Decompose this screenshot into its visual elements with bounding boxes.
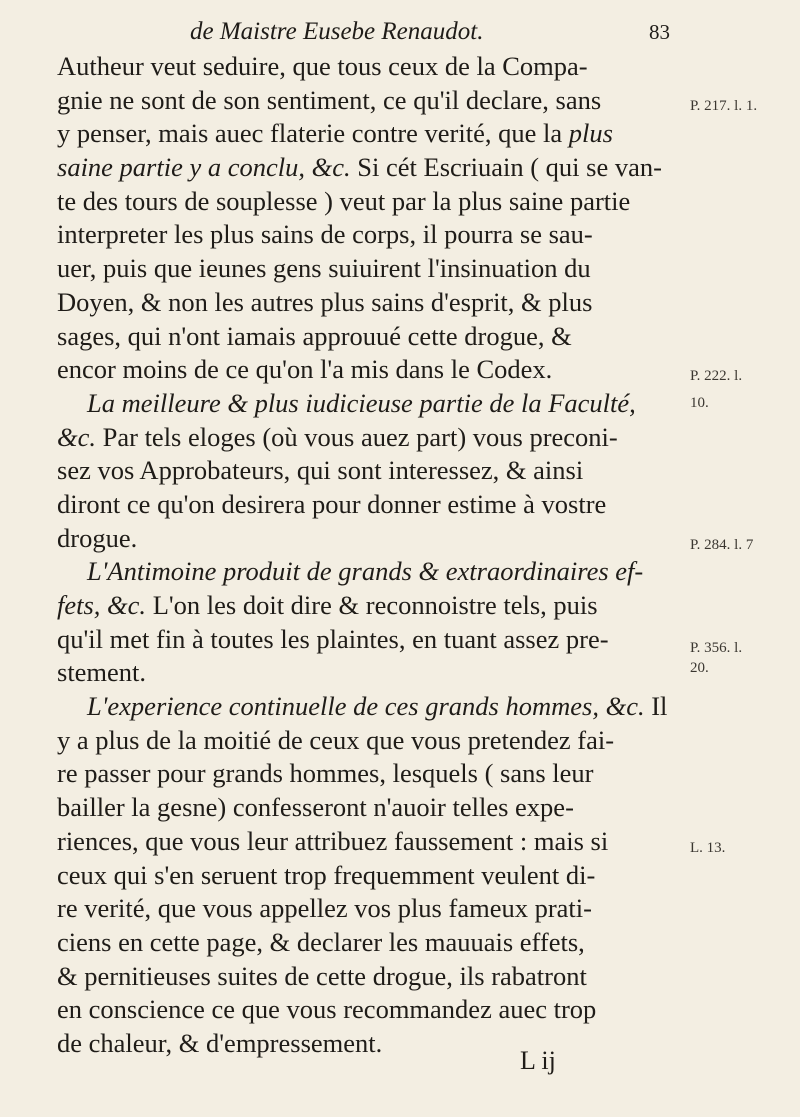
- text-line: [57, 791, 677, 825]
- line-text: Il: [644, 691, 668, 722]
- text-line: [57, 623, 677, 657]
- line-text: riences, que vous leur attribuez faussement : mais si: [57, 825, 609, 856]
- text-line: [57, 387, 677, 421]
- margin-note: 20.: [690, 660, 709, 676]
- text-line: [57, 656, 677, 690]
- line-italic-text: plus: [568, 118, 613, 149]
- text-line: [57, 892, 677, 926]
- text-line: [57, 859, 677, 893]
- line-text: & pernitieuses suites de cette drogue, ils rabatront: [57, 960, 587, 991]
- text-line: [57, 50, 677, 84]
- margin-note: L. 13.: [690, 840, 726, 856]
- line-text: Par tels eloges (où vous auez part) vous preconi-: [96, 421, 618, 452]
- text-line: [57, 724, 677, 758]
- text-line: [57, 353, 677, 387]
- line-text: y a plus de la moitié de ceux que vous pretendez fai-: [57, 724, 615, 755]
- line-text: te des tours de souplesse ) veut par la plus saine partie: [57, 185, 631, 216]
- line-text: de chaleur, & d'empressement.: [57, 1027, 383, 1058]
- text-line: [57, 926, 677, 960]
- line-text: y penser, mais auec flaterie contre verité, que la: [57, 118, 569, 149]
- text-line: [57, 757, 677, 791]
- line-italic-text: L'experience continuelle de ces grands hommes, &c.: [87, 691, 645, 722]
- line-text: interpreter les plus sains de corps, il pourra se sau-: [57, 219, 593, 250]
- line-text: ciens en cette page, & declarer les mauuais effets,: [57, 926, 585, 957]
- line-text: Si cét Escriuain ( qui se van-: [350, 152, 662, 183]
- line-text: Autheur veut seduire, que tous ceux de la Compa-: [57, 51, 588, 81]
- margin-note: 10.: [690, 395, 709, 411]
- text-line: [57, 993, 677, 1027]
- text-line: [57, 218, 677, 252]
- line-text: sages, qui n'ont iamais approuué cette drogue, &: [57, 320, 572, 351]
- signature-mark: L ij: [520, 1046, 556, 1075]
- text-line: [57, 522, 677, 556]
- line-italic-text: fets, &c.: [57, 590, 147, 620]
- text-line: [57, 185, 677, 219]
- running-title: de Maistre Eusebe Renaudot.: [190, 18, 484, 45]
- text-line: [57, 286, 677, 320]
- line-text: L'on les doit dire & reconnoistre tels, puis: [146, 590, 598, 620]
- line-italic-text: La meilleure & plus iudicieuse partie de la Faculté,: [87, 387, 636, 418]
- line-text: drogue.: [57, 522, 138, 553]
- line-italic-text: saine partie y a conclu, &c.: [57, 152, 351, 183]
- text-line: [57, 84, 677, 118]
- margin-note: P. 356. l.: [690, 640, 743, 656]
- margin-note: P. 222. l.: [690, 368, 743, 384]
- text-line: [57, 320, 677, 354]
- text-line: [57, 960, 677, 994]
- line-text: qu'il met fin à toutes les plaintes, en tuant assez pre-: [57, 623, 609, 654]
- line-text: ceux qui s'en seruent trop frequemment veulent di-: [57, 859, 596, 890]
- text-line: [57, 690, 677, 724]
- text-line: [57, 252, 677, 286]
- body-text: [57, 50, 677, 1061]
- line-text: gnie ne sont de son sentiment, ce qu'il declare, sans: [57, 84, 602, 115]
- line-text: sez vos Approbateurs, qui sont interessez, & ainsi: [57, 455, 584, 486]
- text-line: [57, 589, 677, 623]
- line-text: diront ce qu'on desirera pour donner estime à vostre: [57, 488, 607, 519]
- line-text: re passer pour grands hommes, lesquels ( sans leur: [57, 758, 594, 789]
- page-header: [130, 18, 670, 52]
- line-text: en conscience ce que vous recommandez auec trop: [57, 994, 597, 1025]
- text-line: [57, 825, 677, 859]
- page-number: 83: [649, 20, 670, 44]
- text-line: [57, 421, 677, 455]
- line-italic-text: L'Antimoine produit de grands & extraordinaires ef-: [87, 556, 644, 587]
- line-text: re verité, que vous appellez vos plus fameux prati-: [57, 893, 592, 924]
- line-text: encor moins de ce qu'on l'a mis dans le Codex.: [57, 354, 553, 385]
- line-text: stement.: [57, 657, 147, 688]
- line-text: uer, puis que ieunes gens suiuirent l'insinuation du: [57, 253, 591, 284]
- margin-note: P. 217. l. 1.: [690, 98, 758, 114]
- text-line: [57, 488, 677, 522]
- text-line: [57, 555, 677, 589]
- line-text: bailler la gesne) confesseront n'auoir telles expe-: [57, 792, 574, 823]
- line-italic-text: &c.: [57, 421, 96, 452]
- text-line: [57, 454, 677, 488]
- line-text: Doyen, & non les autres plus sains d'esprit, & plus: [57, 286, 593, 317]
- text-line: [57, 117, 677, 151]
- margin-note: P. 284. l. 7: [690, 537, 754, 553]
- text-line: [57, 1027, 677, 1061]
- text-line: [57, 151, 677, 185]
